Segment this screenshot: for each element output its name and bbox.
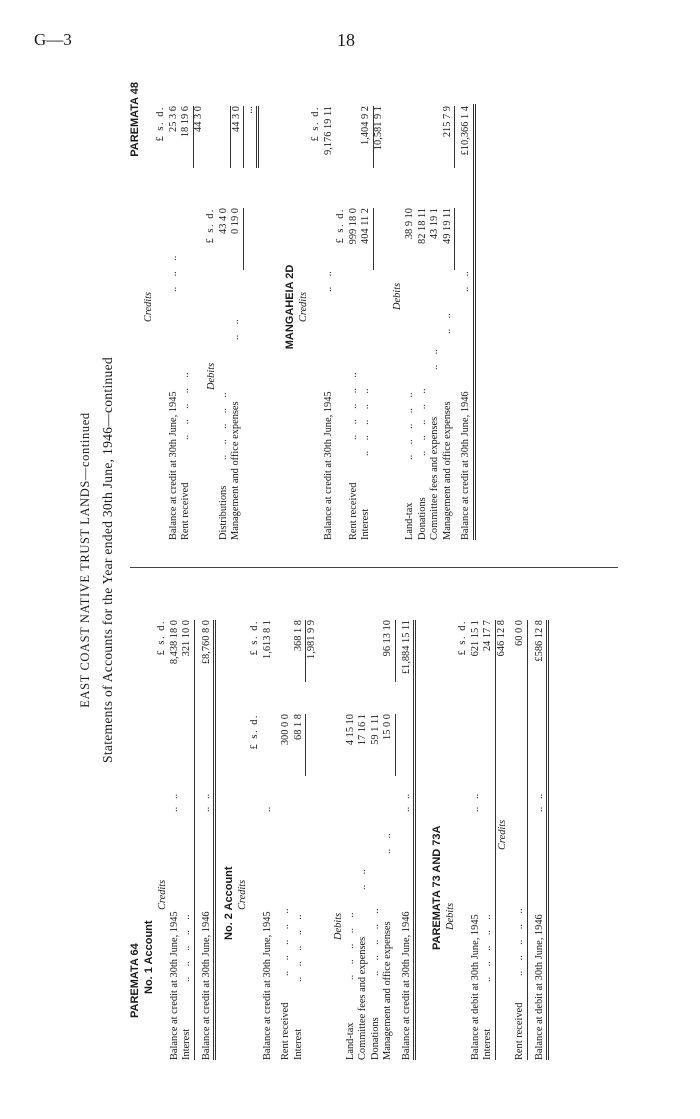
row-amount: 300 0 0 xyxy=(280,713,291,745)
row-amount: 59 1 11 xyxy=(369,713,381,745)
ledger-row: Land-tax .. .. .. .. .. 38 9 10 xyxy=(404,207,415,540)
left-column xyxy=(128,594,549,1060)
row-amount: 215 7 9 xyxy=(442,106,456,168)
row-amount: 1,404 9 2 xyxy=(360,106,374,168)
row-label: Balance at credit at 30th June, 1945 xyxy=(168,910,180,1060)
row-label: Balance at credit at 30th June, 1945 xyxy=(167,390,179,540)
row-amount: 17 16 1 xyxy=(357,713,368,745)
page-number: 18 xyxy=(337,30,355,50)
row-label: Balance at debit at 30th June, 1945 xyxy=(469,913,481,1060)
row-label: Donations xyxy=(369,1016,381,1060)
row-amount: 9,176 19 11 xyxy=(322,105,334,155)
closing-row xyxy=(243,74,256,540)
ledger-row: Management and office expenses .. .. 15 0 0 96 13 10 xyxy=(382,594,395,1060)
row-amount: 8,438 18 0 xyxy=(168,619,180,664)
row-label: Distributions xyxy=(217,485,229,540)
closing-balance-row: Balance at credit at 30th June, 1946 .. .. £8,760 8 0 xyxy=(201,620,217,1060)
row-amount: 15 0 0 xyxy=(382,714,396,776)
row-label: Interest xyxy=(360,508,371,540)
ledger-row: Balance at credit at 30th June, 1945 .. .. 9,176 19 11 xyxy=(322,105,334,540)
row-label: Committee fees and expenses xyxy=(429,416,440,540)
debit-total-row xyxy=(496,594,509,1060)
row-label: Management and office expenses xyxy=(441,400,453,540)
ledger-row: Rent received .. .. .. .. .. 60 0 0 xyxy=(514,620,528,1060)
credit-total-row xyxy=(305,594,318,1060)
row-amount: 4 15 10 xyxy=(344,713,356,745)
section-heading-paremata-48: PAREMATA 48 xyxy=(129,81,141,157)
currency-columns: £ s. d. xyxy=(249,713,260,749)
debits-label: Debits xyxy=(332,912,344,940)
row-label: Rent received xyxy=(514,1002,525,1060)
document-subtitle: Statements of Accounts for the Year ended 30th June, 1946—continued xyxy=(100,356,115,763)
row-label: Rent received xyxy=(180,482,191,540)
row-label: Balance at credit at 30th June, 1946 xyxy=(400,910,412,1060)
row-amount: 621 15 1 xyxy=(469,619,481,656)
ledger-row: Committee fees and expenses .. .. 17 16 1 xyxy=(357,713,368,1060)
rotated-statement xyxy=(70,60,630,1060)
row-label: Rent received xyxy=(347,482,359,540)
credits-label: Credits xyxy=(237,879,248,910)
row-label: Balance at credit at 30th June, 1945 xyxy=(322,390,334,540)
row-amount: 646 12 8 xyxy=(495,619,507,656)
section-heading-paremata-64: PAREMATA 64 xyxy=(129,942,141,1018)
ledger-row: Balance at credit at 30th June, 1945 .. .. 8,438 18 0 xyxy=(168,619,180,1060)
currency-columns: £ s. d. xyxy=(156,619,167,655)
currency-header xyxy=(335,74,348,540)
credits-label: Credits xyxy=(143,291,154,322)
currency-header xyxy=(156,594,169,1060)
closing-balance-row: Balance at debit at 30th June, 1946 .. .. £586 12 8 xyxy=(534,620,550,1060)
ledger-row: Rent received .. .. .. .. .. 300 0 0 xyxy=(280,713,291,1060)
currency-header xyxy=(310,74,323,540)
ledger-row: Interest .. .. .. .. .. 68 1 8 368 1 8 xyxy=(293,594,306,1060)
credits-label: Credits xyxy=(157,879,168,910)
currency-columns: £ s. d. xyxy=(335,207,346,243)
row-label: Interest xyxy=(181,1028,192,1060)
row-amount: 404 11 2 xyxy=(360,208,374,270)
row-label: Committee fees and expenses xyxy=(357,936,368,1060)
page-code: G—3 xyxy=(34,30,72,49)
column-divider xyxy=(130,567,618,568)
debits-header xyxy=(205,74,218,540)
document-title: EAST COAST NATIVE TRUST LANDS—continued xyxy=(78,411,92,708)
row-amount: £10,366 1 4 xyxy=(460,105,471,155)
row-label: Land-tax xyxy=(404,501,415,540)
account-heading-no-1: No. 1 Account xyxy=(143,919,155,994)
row-label: Management and office expenses xyxy=(382,920,393,1060)
row-label: Balance at credit at 30th June, 1945 xyxy=(261,910,273,1060)
ledger-row: Rent received .. .. .. .. .. 18 19 6 xyxy=(180,74,193,540)
section-heading-mangaheia: MANGAHEIA 2D xyxy=(284,264,296,349)
row-amount: 44 3 0 xyxy=(192,105,204,132)
row-label: Balance at credit at 30th June, 1946 xyxy=(460,390,471,540)
ledger-row: Committee fees and expenses .. .. 43 19 1 xyxy=(429,207,440,540)
ledger-row: Management and office expenses .. .. 49 19 11 215 7 9 xyxy=(442,74,455,540)
ledger-row: Management and office expenses .. .. 0 19 0 44 3 0 xyxy=(230,105,242,540)
ledger-row: Interest .. .. .. .. .. 404 11 2 1,404 9 2 xyxy=(360,74,373,540)
currency-header xyxy=(249,594,262,1060)
section-heading-paremata-73: PAREMATA 73 AND 73A xyxy=(431,825,443,950)
row-amount: 25 3 6 xyxy=(167,105,179,132)
currency-columns: £ s. d. xyxy=(457,619,468,655)
closing-balance-row: Balance at credit at 30th June, 1946 .. .. £10,366 1 4 xyxy=(460,104,476,540)
row-label: Interest xyxy=(482,1028,493,1060)
row-amount: 1,981 9 9 xyxy=(305,620,319,682)
ledger-row: Interest .. .. .. .. .. 24 17 7 xyxy=(482,620,496,1060)
credit-total-row xyxy=(373,74,386,540)
debits-label: Debits xyxy=(206,362,217,390)
row-amount: 10,581 9 1 xyxy=(372,105,384,150)
row-amount: 1,613 8 1 xyxy=(261,619,273,659)
row-amount: 999 18 0 xyxy=(347,207,359,244)
row-label: Donations xyxy=(416,496,428,540)
ledger-row: Donations .. .. .. .. .. 59 1 11 xyxy=(369,713,381,1060)
ledger-row: Rent received .. .. .. .. .. 999 18 0 xyxy=(347,207,359,540)
row-amount: £1,884 15 11 xyxy=(400,619,412,674)
currency-columns: £ s. d. xyxy=(310,105,321,141)
row-amount: £8,760 8 0 xyxy=(200,619,212,664)
ledger-row: Interest .. .. .. .. .. 321 10 0 xyxy=(181,620,195,1060)
row-label: Interest xyxy=(292,1028,304,1060)
debits-label: Debits xyxy=(392,282,403,310)
row-amount: 43 4 0 xyxy=(217,207,229,234)
row-label: Balance at debit at 30th June, 1946 xyxy=(533,913,545,1060)
closing-mark: ... xyxy=(243,106,260,168)
currency-columns: £ s. d. xyxy=(155,105,166,141)
row-amount: 43 19 1 xyxy=(429,207,440,239)
row-amount: 96 13 10 xyxy=(382,620,396,682)
row-amount: 368 1 8 xyxy=(292,619,304,651)
ledger-row: Distributions .. .. .. .. .. 43 4 0 xyxy=(217,207,229,540)
currency-columns: £ s. d. xyxy=(205,207,216,243)
ledger-row: Balance at debit at 30th June, 1945 .. .. 621 15 1 xyxy=(469,619,481,1060)
credit-total-row xyxy=(193,74,206,540)
row-amount: 24 17 7 xyxy=(482,619,493,651)
row-amount: 38 9 10 xyxy=(404,207,415,239)
row-label: Rent received xyxy=(280,1002,291,1060)
ledger-row: Land-tax .. .. .. .. .. 4 15 10 xyxy=(344,713,356,1060)
currency-header xyxy=(155,74,168,540)
row-amount: 49 19 11 xyxy=(442,208,456,270)
row-amount: £586 12 8 xyxy=(533,619,545,662)
debits-label: Debits xyxy=(445,902,456,930)
currency-columns: £ s. d. xyxy=(249,619,260,655)
credits-label: Credits xyxy=(298,291,309,322)
ledger-row: Balance at credit at 30th June, 1945 .. .. .. 25 3 6 xyxy=(167,105,179,540)
account-heading-no-2: No. 2 Account xyxy=(223,865,235,940)
row-amount: 0 19 0 xyxy=(230,208,244,270)
row-amount: 82 18 11 xyxy=(416,207,428,244)
right-column xyxy=(128,74,476,540)
closing-balance-row: Balance at credit at 30th June, 1946 .. .. £1,884 15 11 xyxy=(401,620,417,1060)
row-label: Balance at credit at 30th June, 1946 xyxy=(200,910,212,1060)
ledger-row: Balance at credit at 30th June, 1945 .. 1,613 8 1 xyxy=(261,619,273,1060)
row-amount: 44 3 0 xyxy=(230,106,244,168)
row-amount: 68 1 8 xyxy=(293,714,307,776)
row-amount: 321 10 0 xyxy=(181,619,192,656)
currency-header xyxy=(457,594,470,1060)
row-amount: 60 0 0 xyxy=(514,619,525,646)
row-label: Land-tax xyxy=(344,1021,356,1060)
ledger-row: Donations .. .. .. .. .. 82 18 11 xyxy=(416,207,428,540)
row-label: Management and office expenses xyxy=(230,400,241,540)
row-amount: 18 19 6 xyxy=(180,106,194,168)
credits-label: Credits xyxy=(496,819,508,850)
